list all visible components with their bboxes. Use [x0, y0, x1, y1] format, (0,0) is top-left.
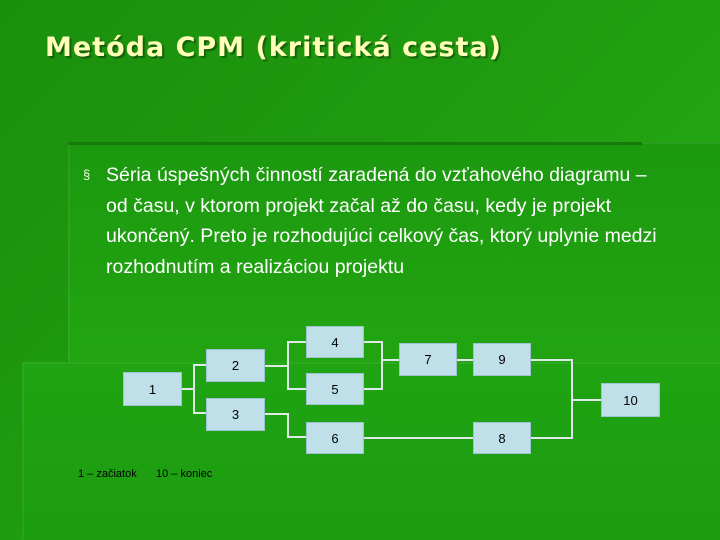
bullet-marker: §: [83, 167, 91, 182]
node-5: 5: [306, 373, 364, 405]
node-6: 6: [306, 422, 364, 454]
bullet-text: Séria úspešných činností zaradená do vzťahového diagramu – od času, v ktorom projekt začal až do času, kedy je projekt ukončený. Preto je rozhodujúci celkový čas, ktorý uplynie medzi rozhodnutím a realizáciou projektu: [106, 164, 657, 278]
node-10: 10: [601, 383, 660, 417]
node-4: 4: [306, 326, 364, 358]
node-3: 3: [206, 398, 265, 431]
connector-2-4-5: [265, 342, 306, 389]
node-7: 7: [399, 343, 457, 376]
connector-4-5-7: [364, 342, 399, 389]
node-8: 8: [473, 422, 531, 454]
node-1: 1: [123, 372, 182, 406]
slide-title: Metóda CPM (kritická cesta): [45, 32, 502, 63]
legend-start: 1 – začiatok: [78, 468, 137, 480]
connector-1-2-3: [182, 365, 206, 413]
legend-end: 10 – koniec: [156, 468, 213, 480]
node-2: 2: [206, 349, 265, 382]
connector-9-8-10: [531, 360, 601, 438]
connector-3-6: [265, 414, 306, 437]
node-9: 9: [473, 343, 531, 376]
